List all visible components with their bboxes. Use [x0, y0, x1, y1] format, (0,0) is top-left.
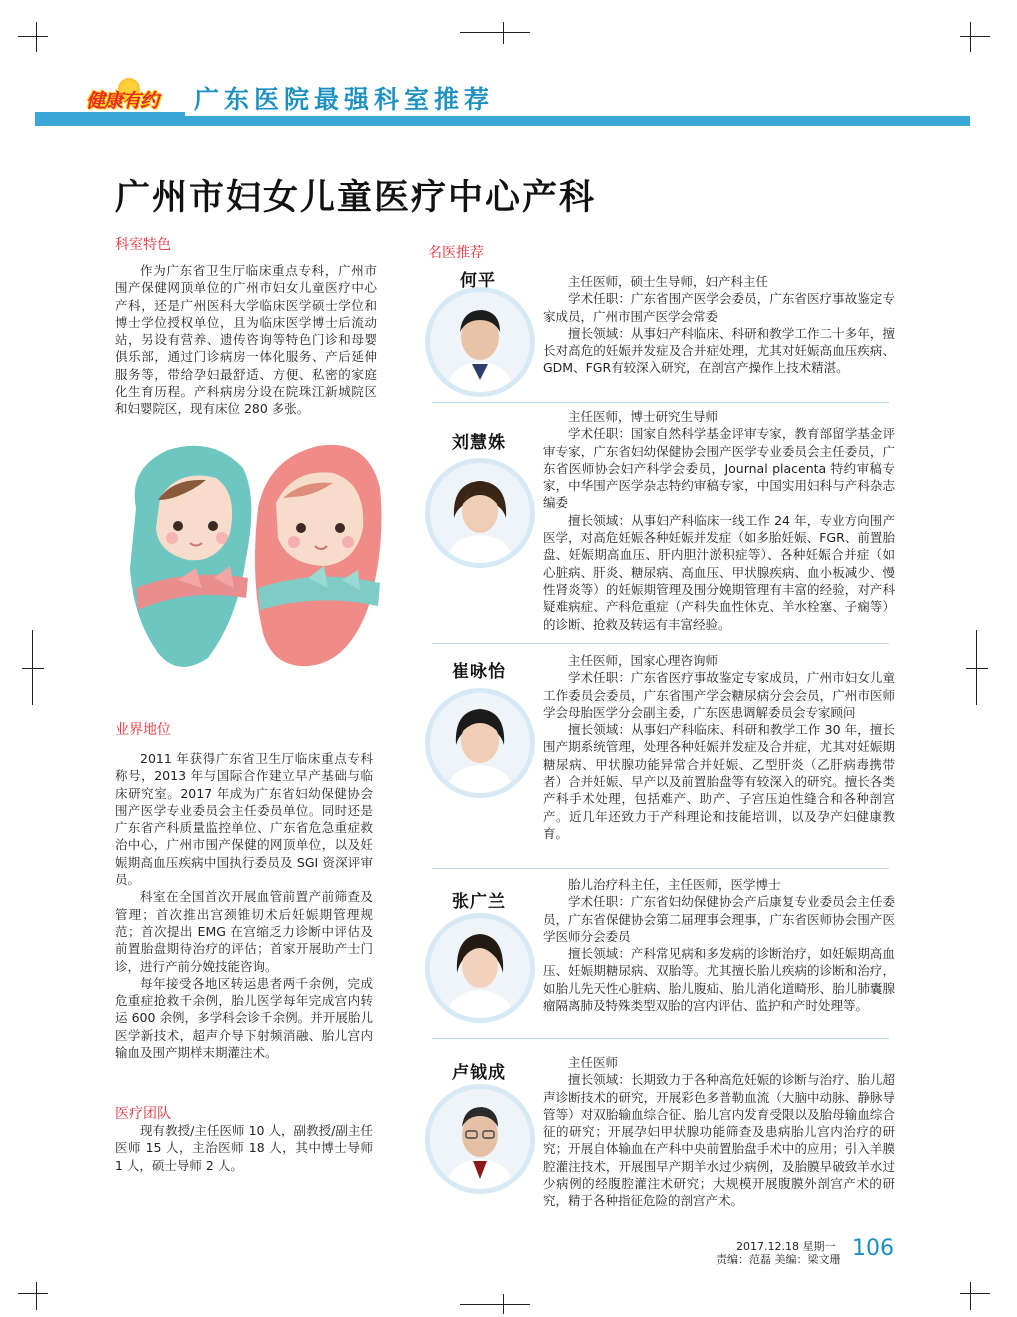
doctor-bio-paragraph: 主任医师，博士研究生导师 — [568, 409, 719, 424]
crop-mark — [976, 630, 977, 705]
crop-mark — [960, 1293, 990, 1294]
status-paragraph: 2011 年获得广东省卫生厅临床重点专科称号，2013 年与国际合作建立早产基础与临床研究室。2017 年成为广东省妇幼保健协会围产医学专业委员会主任委员单位。同时还是广东省产科质量监控单位、广东省危急重症救治中心，广州市围产保健的网顶单位，以及妊娠期高血压疾病中国执行委员及 SGI 资深评审员。 — [115, 751, 373, 888]
issue-date: 2017.12.18 星期一 — [736, 1240, 836, 1253]
crop-mark — [36, 1282, 37, 1310]
page-number: 106 — [852, 1236, 894, 1261]
crop-mark — [970, 22, 971, 52]
doctor-portrait-icon — [430, 1089, 530, 1189]
crop-mark — [460, 32, 530, 33]
doctor-bio-paragraph: 学术任职：广东省妇幼保健协会产后康复专业委员会主任委员，广东省保健协会第二届理事会理事，广东省医师协会围产医学医师分会委员 — [543, 894, 895, 944]
doctor-bio-paragraph: 擅长领域：从事妇产科临床、科研和教学工作 30 年，擅长围产期系统管理，处理各种妊娠并发症及合并症，尤其对妊娠期糖尿病、甲状腺功能异常合并妊娠、乙型肝炎（乙肝病毒携带者）合并妊娠、早产以及前置胎盘等有较深入的研究。擅长各类产科手术处理，包括难产、助产、子宫压迫性缝合和各种剖宫产。近几年还致力于产科理论和技能培训，以及孕产妇健康教育。 — [543, 722, 895, 841]
doctor-photo — [430, 292, 530, 392]
doctor-portrait-icon — [430, 463, 530, 563]
crop-mark — [966, 668, 988, 669]
baby-teal-icon — [130, 446, 251, 667]
status-label: 业界地位 — [115, 722, 171, 738]
crop-mark — [18, 1293, 48, 1294]
doctor-bio-paragraph: 擅长领域：长期致力于各种高危妊娠的诊断与治疗、胎儿超声诊断技术的研究，开展彩色多普勒血流（大脑中动脉、静脉导管等）对双胎输血综合征、胎儿宫内发育受限以及胎母输血综合征的研究；开展孕妇甲状腺功能筛查及患病胎儿宫内治疗的研究；开展自体输血在产科中央前置胎盘手术中的应用；引入羊膜腔灌注技术，开展围早产期羊水过少病例，及胎膜早破致羊水过少病例的经腹腔灌注术研究；大规模开展腹膜外剖宫产术的研究，精于各种指征危险的剖宫产术。 — [543, 1072, 895, 1209]
doctor-bio-paragraph: 擅长领域：产科常见病和多发病的诊断治疗，如妊娠期高血压、妊娠期糖尿病、双胎等。尤其擅长胎儿疾病的诊断和治疗，如胎儿先天性心脏病、胎儿腹疝、胎儿消化道畸形、胎儿肺囊腺瘤隔离肺及特殊类型双胎的宫内评估、监护和产时处理等。 — [543, 946, 895, 1014]
magazine-logo — [86, 78, 178, 112]
status-text — [115, 750, 373, 1061]
features-text — [115, 262, 377, 418]
logo-text: 健康有约 — [86, 90, 159, 112]
doctor-bio-paragraph: 擅长领域：从事妇产科临床一线工作 24 年，专业方向围产医学，对高危妊娠各种妊娠并发症（如多胎妊娠、FGR、前置胎盘、妊娠期高血压、肝内胆汁淤积症等）、各种妊娠合并症（如心脏病、肝炎、糖尿病、高血压、甲状腺疾病、血小板减少、慢性肾炎等）的妊娠期管理及围分娩期管理有丰富的经验，对产科疑难病症、产科危重症（产科失血性休克、羊水栓塞、子痫等）的诊断、抢救及转运有丰富经验。 — [543, 512, 895, 632]
crop-mark — [960, 36, 990, 37]
status-paragraph: 科室在全国首次开展血管前置产前筛查及管理；首次推出宫颈锥切术后妊娠期管理规范；首次提出 EMG 在宫缩乏力诊断中评估及前置胎盘期待治疗的评估；首家开展助产士门诊，进行产前分娩技能咨询。 — [115, 889, 373, 974]
doctor-bio-paragraph: 主任医师，硕士生导师，妇产科主任 — [568, 274, 769, 289]
babies-illustration — [118, 438, 386, 673]
doctor-portrait-icon — [430, 693, 530, 793]
crop-mark — [970, 1282, 971, 1310]
doctor-bio — [543, 273, 895, 377]
doctor-bio — [543, 876, 895, 1014]
status-paragraph: 每年接受各地区转运患者两千余例，完成危重症抢救千余例，胎儿医学每年完成宫内转运 600 余例，多学科会诊千余例。并开展胎儿医学新技术，超声介导下射频消融、胎儿宫内输血及围产期样末期灌注术。 — [115, 975, 373, 1061]
baby-pink-icon — [255, 445, 382, 666]
page-title: 广州市妇女儿童医疗中心产科 — [115, 178, 597, 218]
features-paragraph: 作为广东省卫生厅临床重点专科，广州市围产保健网顶单位的广州市妇女儿童医疗中心产科，还是广州医科大学临床医学硕士学位和博士学位授权单位，且为临床医学博士后流动站，另设有营养、遗传咨询等特色门诊和母婴俱乐部，通过门诊病房一体化服务、产后延伸服务等，带给孕妇最舒适、方便、私密的家庭化生育历程。产科病房分设在院珠江新城院区和妇婴院区，现有床位 280 多张。 — [115, 263, 377, 417]
editor-credits: 责编：范磊 美编：梁文珊 — [716, 1253, 841, 1266]
section-title: 广东医院最强科室推荐 — [194, 85, 495, 114]
doctor-photo — [430, 1089, 530, 1189]
doctor-portrait-icon — [430, 292, 530, 392]
section-divider — [432, 643, 889, 644]
doctor-bio-paragraph: 胎儿治疗科主任，主任医师，医学博士 — [568, 877, 781, 892]
team-label: 医疗团队 — [115, 1106, 171, 1122]
section-divider — [432, 868, 889, 869]
doctor-portrait-icon — [430, 918, 530, 1018]
crop-mark — [503, 22, 504, 44]
crop-mark — [18, 36, 48, 37]
doctor-bio — [543, 1054, 895, 1210]
doctor-name: 张广兰 — [452, 892, 506, 912]
doctor-bio — [543, 652, 895, 842]
doctor-photo — [430, 918, 530, 1018]
doctor-name: 崔咏怡 — [452, 662, 506, 682]
crop-mark — [36, 22, 37, 52]
crop-mark — [460, 1304, 530, 1305]
doctor-name: 卢钺成 — [452, 1063, 506, 1083]
doctor-bio-paragraph: 学术任职：广东省医疗事故鉴定专家成员，广州市妇女儿童工作委员会委员，广东省围产学会糖尿病分会会员，广州市医师学会母胎医学分会副主委，广东医患调解委员会专家顾问 — [543, 670, 895, 720]
doctor-bio-paragraph: 学术任职：国家自然科学基金评审专家，教育部留学基金评审专家，广东省妇幼保健协会围产医学专业委员会主任委员，广东省医师协会妇产科学会委员，Journal placenta 特约审稿专家，中华围产医学杂志特约审稿专家，中国实用妇科与产科杂志编委 — [543, 426, 895, 511]
doctor-name: 刘慧姝 — [452, 433, 506, 453]
crop-mark — [503, 1294, 504, 1314]
section-divider — [432, 402, 889, 403]
doctor-photo — [430, 693, 530, 793]
crop-mark — [22, 668, 44, 669]
section-divider — [432, 1038, 889, 1039]
doctor-bio-paragraph: 主任医师 — [568, 1055, 619, 1070]
team-text — [115, 1122, 373, 1174]
doctor-bio-paragraph: 学术任职：广东省围产医学会委员，广东省医疗事故鉴定专家成员，广州市围产医学会常委 — [543, 291, 895, 324]
team-paragraph: 现有教授/主任医师 10 人，副教授/副主任医师 15 人，主治医师 18 人，其中博士导师 1 人，硕士导师 2 人。 — [115, 1123, 373, 1173]
features-label: 科室特色 — [115, 237, 171, 253]
doctor-bio — [543, 408, 895, 633]
header-bar — [35, 116, 970, 126]
doctor-bio-paragraph: 主任医师，国家心理咨询师 — [568, 653, 719, 668]
doctor-bio-paragraph: 擅长领域：从事妇产科临床、科研和教学工作二十多年，擅长对高危的妊娠并发症及合并症处理，尤其对妊娠高血压疾病、GDM、FGR有较深入研究，在剖宫产操作上技术精湛。 — [543, 325, 895, 376]
doctors-label: 名医推荐 — [428, 245, 484, 261]
doctor-name: 何平 — [460, 271, 496, 291]
crop-mark — [32, 630, 33, 705]
doctor-photo — [430, 463, 530, 563]
